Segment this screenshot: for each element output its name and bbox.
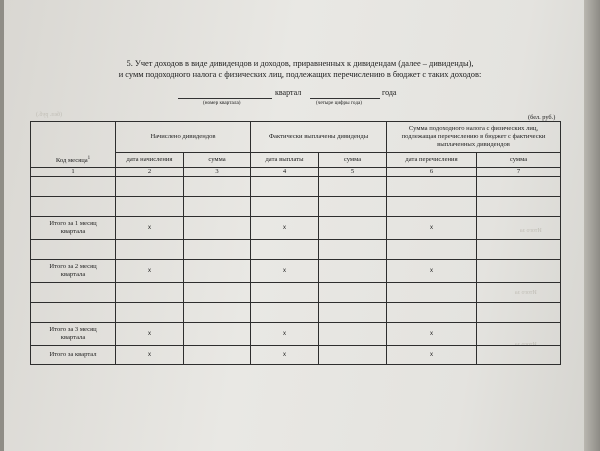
table-cell[interactable]	[116, 240, 184, 260]
table-cell[interactable]	[116, 303, 184, 323]
bleed-through-text: Итого за	[520, 228, 542, 234]
total-label: Итого за 1 месяц квартала	[31, 217, 116, 240]
column-number: 2	[116, 168, 184, 177]
header-month-code: Код месяца$^1$	[31, 122, 116, 168]
table-cell[interactable]	[184, 260, 251, 283]
table-cell[interactable]	[251, 177, 319, 197]
table-cell[interactable]	[387, 283, 477, 303]
quarter-underline	[178, 98, 272, 99]
column-number: 3	[184, 168, 251, 177]
table-cell[interactable]	[477, 217, 561, 240]
table-row	[31, 197, 561, 217]
table-cell[interactable]	[387, 197, 477, 217]
year-label: года	[382, 88, 397, 97]
table-row	[31, 240, 561, 260]
table-cell[interactable]	[319, 283, 387, 303]
table-cell[interactable]	[477, 197, 561, 217]
x-mark: х	[116, 346, 184, 365]
table-cell[interactable]	[477, 283, 561, 303]
total-row-month-3	[31, 323, 561, 346]
table-cell[interactable]	[387, 240, 477, 260]
table-cell[interactable]	[184, 217, 251, 240]
table-cell[interactable]	[251, 197, 319, 217]
table-cell[interactable]	[477, 323, 561, 346]
table-row	[31, 283, 561, 303]
table-cell[interactable]	[319, 323, 387, 346]
table-cell[interactable]	[319, 177, 387, 197]
x-mark: х	[251, 217, 319, 240]
table-cell[interactable]	[319, 217, 387, 240]
table-cell[interactable]	[477, 177, 561, 197]
table-cell[interactable]	[184, 177, 251, 197]
bleed-through-text: Итого за	[515, 290, 537, 296]
subheader-payment-date: дата выплаты	[251, 153, 319, 168]
table-cell[interactable]	[184, 240, 251, 260]
x-mark: х	[387, 323, 477, 346]
table-cell[interactable]	[31, 197, 116, 217]
subheader-transfer-date: дата перечисления	[387, 153, 477, 168]
column-number: 5	[319, 168, 387, 177]
column-number: 6	[387, 168, 477, 177]
table-cell[interactable]	[319, 346, 387, 365]
table-cell[interactable]	[319, 260, 387, 283]
table-cell[interactable]	[319, 197, 387, 217]
column-number: 4	[251, 168, 319, 177]
header-accrued: Начислено дивидендов	[116, 122, 251, 153]
table-cell[interactable]	[387, 177, 477, 197]
x-mark: х	[116, 217, 184, 240]
total-label: Итого за 2 месяц квартала	[31, 260, 116, 283]
table-cell[interactable]	[387, 303, 477, 323]
section-heading	[70, 58, 530, 80]
total-row-quarter	[31, 346, 561, 365]
bleed-through-text: Итого за	[515, 342, 537, 348]
total-label: Итого за 3 месяц квартала	[31, 323, 116, 346]
x-mark: х	[387, 346, 477, 365]
column-number: 1	[31, 168, 116, 177]
subheader-amount: сумма	[319, 153, 387, 168]
table-cell[interactable]	[184, 197, 251, 217]
units-label: (бел. руб.)	[528, 114, 556, 121]
quarter-caption: (номер квартала)	[203, 100, 241, 106]
table-cell[interactable]	[251, 303, 319, 323]
table-cell[interactable]	[184, 303, 251, 323]
column-number-row	[31, 168, 561, 177]
bleed-through-text: (бел. руб.)	[36, 112, 63, 118]
subheader-accrual-date: дата начисления	[116, 153, 184, 168]
x-mark: х	[251, 323, 319, 346]
heading-line-1: 5. Учет доходов в виде дивидендов и доходов, приравненных к дивидендам (далее – дивиденды),	[126, 59, 474, 68]
table-cell[interactable]	[477, 303, 561, 323]
table-cell[interactable]	[31, 177, 116, 197]
dividends-table	[30, 121, 561, 365]
x-mark: х	[251, 260, 319, 283]
table-cell[interactable]	[31, 303, 116, 323]
desk-surface	[584, 0, 600, 451]
table-cell[interactable]	[319, 240, 387, 260]
quarter-label: квартал	[275, 88, 302, 97]
header-row	[31, 122, 561, 153]
total-row-month-2	[31, 260, 561, 283]
year-underline	[310, 98, 380, 99]
table-cell[interactable]	[251, 240, 319, 260]
header-paid: Фактически выплачены дивиденды	[251, 122, 387, 153]
header-tax: Сумма подоходного налога с физических лиц, подлежащая перечислению в бюджет с фактически выплаченных дивидендов	[387, 122, 561, 153]
column-number: 7	[477, 168, 561, 177]
table-cell[interactable]	[116, 177, 184, 197]
table-cell[interactable]	[116, 283, 184, 303]
x-mark: х	[116, 260, 184, 283]
table-cell[interactable]	[477, 260, 561, 283]
table-cell[interactable]	[184, 346, 251, 365]
x-mark: х	[387, 217, 477, 240]
heading-line-2: и сумм подоходного налога с физических лиц, подлежащих перечислению в бюджет с таких доходов:	[118, 70, 482, 79]
table-cell[interactable]	[319, 303, 387, 323]
table-cell[interactable]	[184, 323, 251, 346]
total-label: Итого за квартал	[31, 346, 116, 365]
table-cell[interactable]	[477, 346, 561, 365]
table-cell[interactable]	[184, 283, 251, 303]
table-cell[interactable]	[31, 240, 116, 260]
subheader-amount: сумма	[184, 153, 251, 168]
table-cell[interactable]	[251, 283, 319, 303]
total-row-month-1	[31, 217, 561, 240]
x-mark: х	[387, 260, 477, 283]
table-cell[interactable]	[31, 283, 116, 303]
x-mark: х	[251, 346, 319, 365]
x-mark: х	[116, 323, 184, 346]
table-row	[31, 303, 561, 323]
year-caption: (четыре цифры года)	[316, 100, 362, 106]
table-cell[interactable]	[477, 240, 561, 260]
table-cell[interactable]	[116, 197, 184, 217]
subheader-amount: сумма	[477, 153, 561, 168]
table-row	[31, 177, 561, 197]
